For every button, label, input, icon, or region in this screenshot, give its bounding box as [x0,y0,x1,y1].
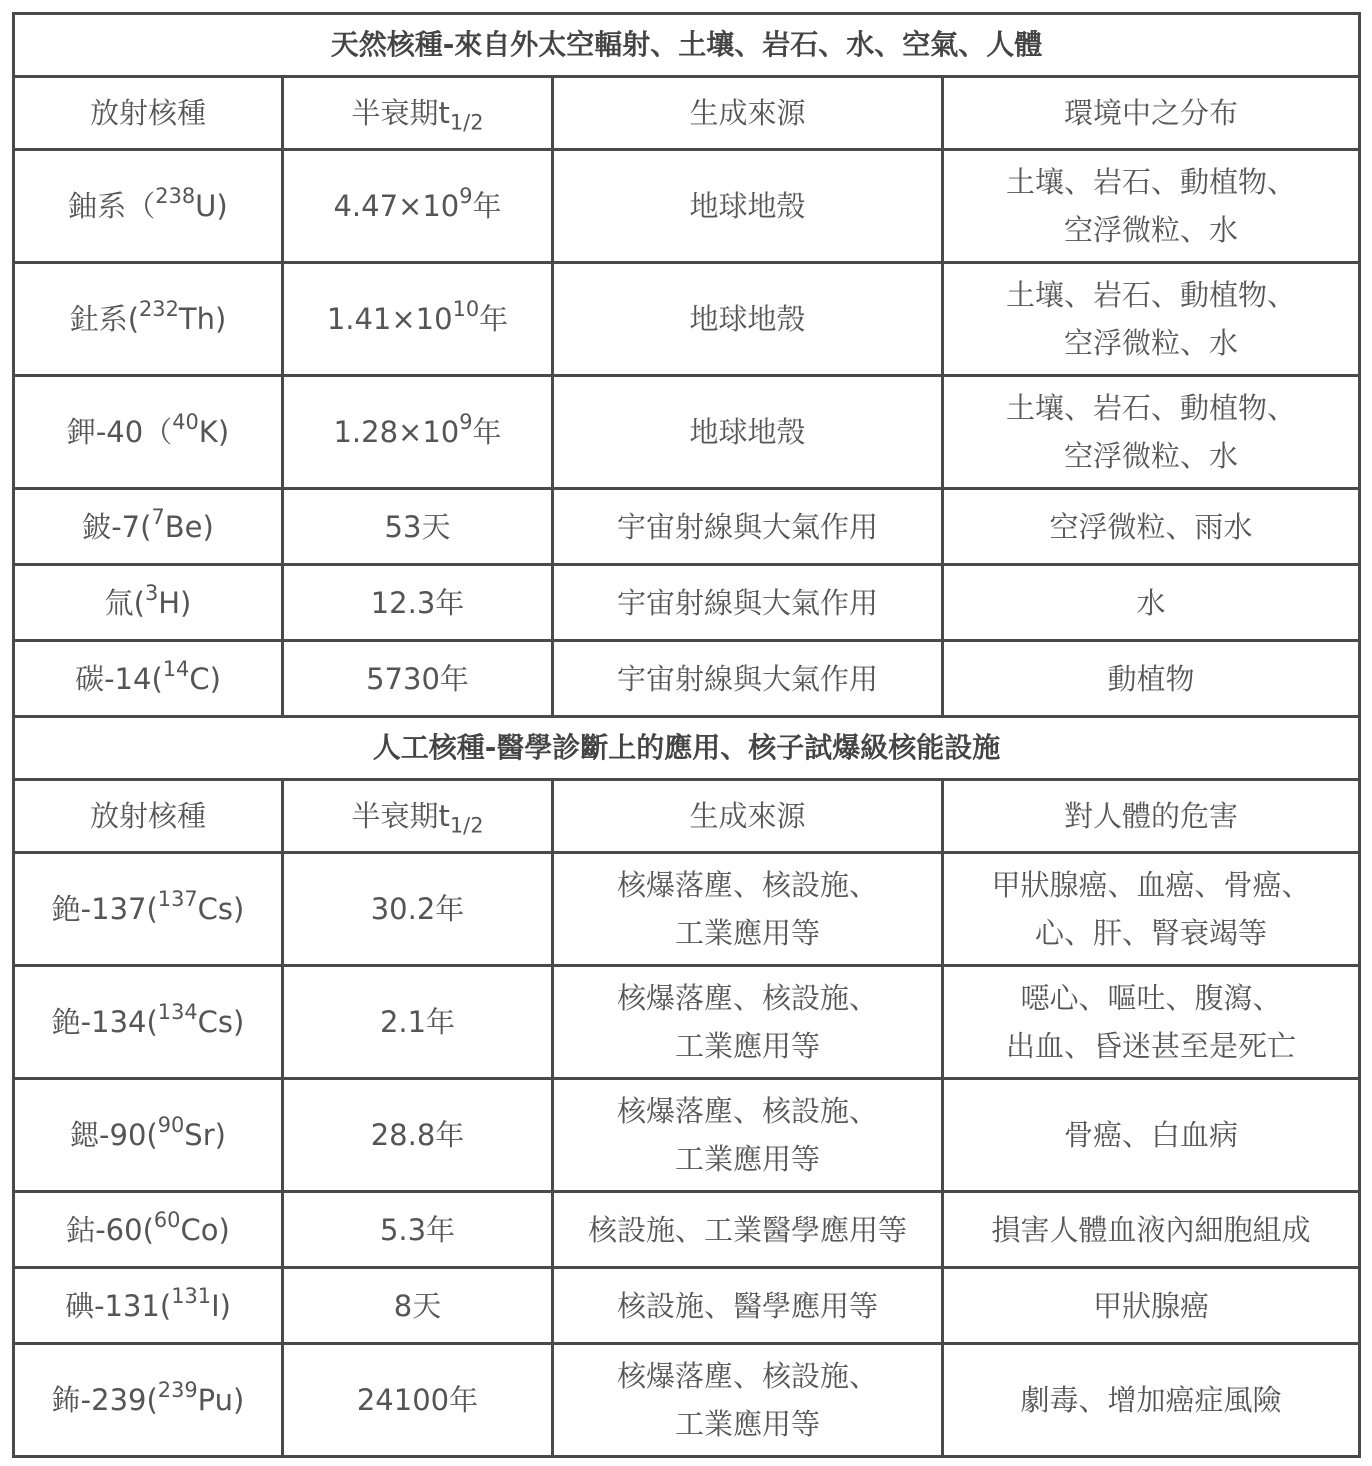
source-line: 核爆落塵、核設施、 [616,1094,878,1128]
section-title-row [14,717,1360,780]
source-cell [553,966,943,1079]
nuclide-cell [14,1192,283,1268]
halflife-exponent: 9 [459,184,473,209]
nuclide-name: 鈾系（ [68,189,156,223]
halflife-value: 5.3年 [379,1212,456,1247]
hazard-cell [943,1192,1360,1268]
halflife-unit: 年 [472,189,502,223]
mass-number: 239 [157,1378,198,1403]
element-symbol: Sr) [184,1118,226,1152]
desc-line: 噁心、嘔吐、腹瀉、 [1020,981,1282,1015]
source-line: 地球地殼 [689,302,806,336]
halflife-value: 1.28×10 [333,415,460,449]
header-halflife-label: 半衰期t [351,96,450,130]
element-symbol: I) [211,1288,231,1323]
source-cell [553,150,943,263]
table-row [14,966,1360,1079]
desc-line: 出血、昏迷甚至是死亡 [1005,1029,1296,1063]
distribution-cell [943,489,1360,565]
table-row [14,565,1360,641]
mass-number: 238 [155,184,196,209]
halflife-cell [283,853,553,966]
desc-line: 劇毒、增加癌症風險 [1020,1383,1282,1417]
source-line: 核爆落塵、核設施、 [616,868,878,902]
section-title: 天然核種-來自外太空輻射、土壤、岩石、水、空氣、人體 [14,14,1360,77]
hazard-cell [943,1268,1360,1344]
nuclide-cell [14,641,283,717]
source-line: 工業應用等 [674,1142,820,1176]
distribution-cell [943,150,1360,263]
table-row [14,1344,1360,1457]
halflife-value: 8天 [393,1288,442,1323]
mass-number: 40 [172,410,199,435]
halflife-value: 24100年 [356,1383,479,1417]
source-cell [553,489,943,565]
nuclide-cell [14,1344,283,1457]
halflife-cell [283,376,553,489]
header-col4: 環境中之分布 [943,77,1360,150]
nuclide-cell [14,150,283,263]
mass-number: 3 [144,580,159,605]
nuclide-name: 釷系( [69,302,140,336]
source-cell [553,565,943,641]
element-symbol: Th) [178,302,227,336]
halflife-cell [283,489,553,565]
halflife-cell [283,565,553,641]
halflife-value: 12.3年 [370,585,465,620]
element-symbol: Pu) [197,1383,245,1417]
source-line: 核爆落塵、核設施、 [616,981,878,1015]
source-line: 地球地殼 [689,415,806,449]
nuclide-name: 銫-137( [51,892,158,926]
table-row [14,150,1360,263]
desc-line: 甲狀腺癌、血癌、骨癌、 [991,868,1311,902]
nuclide-name: 鈽-239( [51,1383,158,1417]
halflife-value: 2.1年 [379,1005,456,1039]
halflife-exponent: 10 [452,297,480,322]
desc-line: 動植物 [1107,661,1195,696]
hazard-cell [943,853,1360,966]
source-cell [553,641,943,717]
element-symbol: Be) [164,509,214,544]
header-halflife [283,780,553,853]
element-symbol: K) [198,415,230,449]
source-cell [553,263,943,376]
source-cell [553,1079,943,1192]
header-col4: 對人體的危害 [943,780,1360,853]
source-line: 工業應用等 [674,1029,820,1063]
nuclide-cell [14,263,283,376]
desc-line: 土壤、岩石、動植物、 [1005,165,1296,199]
distribution-cell [943,641,1360,717]
source-cell [553,1192,943,1268]
header-halflife-subscript: 1/2 [449,813,484,838]
source-line: 核設施、工業醫學應用等 [587,1212,907,1247]
halflife-value: 4.47×10 [333,189,460,223]
halflife-value: 53天 [384,509,451,544]
source-cell [553,853,943,966]
element-symbol: C) [189,661,221,696]
distribution-cell [943,565,1360,641]
desc-line: 空浮微粒、水 [1063,439,1238,473]
halflife-value: 1.41×10 [326,302,453,336]
source-line: 工業應用等 [674,1407,820,1441]
table-row [14,489,1360,565]
mass-number: 131 [171,1283,212,1308]
nuclide-cell [14,853,283,966]
halflife-cell [283,263,553,376]
section-title-row [14,14,1360,77]
desc-line: 空浮微粒、雨水 [1049,509,1253,544]
header-halflife [283,77,553,150]
halflife-cell [283,641,553,717]
table-row [14,1268,1360,1344]
table-body [14,14,1360,1457]
source-line: 宇宙射線與大氣作用 [616,585,878,620]
hazard-cell [943,966,1360,1079]
element-symbol: H) [158,585,192,620]
desc-line: 骨癌、白血病 [1063,1118,1238,1152]
source-cell [553,1344,943,1457]
halflife-cell [283,1344,553,1457]
table-row [14,263,1360,376]
table-row [14,376,1360,489]
nuclide-name: 鈹-7( [82,509,152,544]
distribution-cell [943,376,1360,489]
halflife-exponent: 9 [459,410,473,435]
halflife-cell [283,1268,553,1344]
nuclide-cell [14,489,283,565]
element-symbol: Co) [180,1212,230,1247]
desc-line: 損害人體血液內細胞組成 [991,1212,1311,1247]
nuclide-name: 鉀-40（ [66,415,173,449]
nuclide-cell [14,966,283,1079]
hazard-cell [943,1079,1360,1192]
table-row [14,1079,1360,1192]
nuclide-name: 銫-134( [51,1005,158,1039]
table-row [14,641,1360,717]
desc-line: 空浮微粒、水 [1063,213,1238,247]
header-source: 生成來源 [553,77,943,150]
nuclide-name: 氚( [104,585,145,620]
mass-number: 90 [157,1113,185,1138]
nuclide-cell [14,565,283,641]
header-halflife-label: 半衰期t [351,799,450,833]
mass-number: 60 [153,1207,181,1232]
mass-number: 14 [162,656,190,681]
desc-line: 土壤、岩石、動植物、 [1005,278,1296,312]
header-halflife-subscript: 1/2 [449,110,484,135]
mass-number: 232 [139,297,179,322]
source-line: 宇宙射線與大氣作用 [616,509,878,544]
source-line: 地球地殼 [689,189,806,223]
header-nuclide: 放射核種 [14,780,283,853]
source-line: 宇宙射線與大氣作用 [616,661,878,696]
desc-line: 空浮微粒、水 [1063,326,1238,360]
halflife-value: 5730年 [366,661,469,696]
nuclide-name: 碘-131( [65,1288,172,1323]
halflife-value: 28.8年 [370,1118,465,1152]
nuclide-name: 鍶-90( [70,1118,158,1152]
halflife-unit: 年 [479,302,509,336]
nuclide-table [12,12,1361,1458]
halflife-cell [283,150,553,263]
element-symbol: U) [195,189,228,223]
hazard-cell [943,1344,1360,1457]
header-source: 生成來源 [553,780,943,853]
halflife-cell [283,1079,553,1192]
nuclide-name: 鈷-60( [66,1212,154,1247]
header-row [14,77,1360,150]
desc-line: 水 [1136,585,1166,620]
table-row [14,1192,1360,1268]
desc-line: 土壤、岩石、動植物、 [1005,391,1296,425]
halflife-value: 30.2年 [370,892,465,926]
element-symbol: Cs) [197,892,245,926]
header-nuclide: 放射核種 [14,77,283,150]
element-symbol: Cs) [197,1005,245,1039]
nuclide-name: 碳-14( [75,661,163,696]
halflife-cell [283,966,553,1079]
halflife-cell [283,1192,553,1268]
desc-line: 甲狀腺癌 [1092,1288,1209,1323]
table-row [14,853,1360,966]
section-title: 人工核種-醫學診斷上的應用、核子試爆級核能設施 [14,717,1360,780]
source-line: 核設施、醫學應用等 [616,1288,878,1323]
desc-line: 心、肝、腎衰竭等 [1034,916,1267,950]
mass-number: 137 [157,887,198,912]
nuclide-cell [14,1079,283,1192]
source-line: 核爆落塵、核設施、 [616,1359,878,1393]
halflife-unit: 年 [472,415,502,449]
source-line: 工業應用等 [674,916,820,950]
nuclide-cell [14,1268,283,1344]
source-cell [553,1268,943,1344]
distribution-cell [943,263,1360,376]
nuclide-cell [14,376,283,489]
header-row [14,780,1360,853]
mass-number: 7 [151,504,165,529]
mass-number: 134 [157,1000,198,1025]
source-cell [553,376,943,489]
